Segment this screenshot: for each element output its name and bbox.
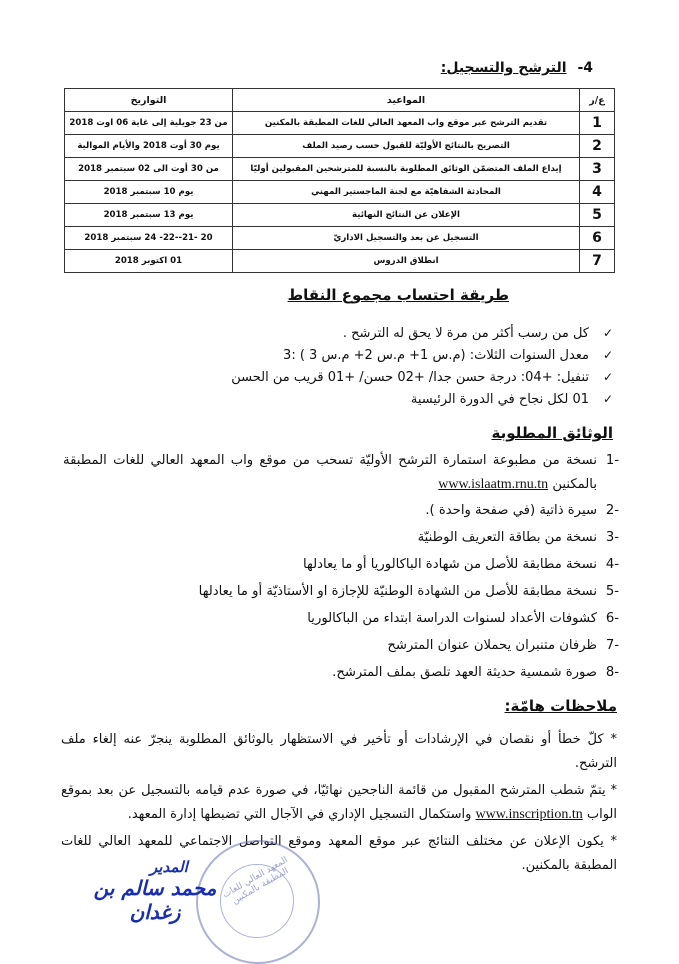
- row-number: 7: [580, 250, 615, 273]
- table-row: [65, 135, 615, 158]
- criterion-text: 01 لكل نجاح في الدورة الرئيسية: [410, 392, 589, 407]
- points-criteria-list: [93, 322, 613, 410]
- table-header-row: [65, 89, 615, 112]
- row-event: التصريح بالنتائج الأوليّة للقبول حسب رصيد الملف: [233, 135, 580, 158]
- list-item: [63, 659, 619, 686]
- row-date: 20 -21--22- 24 سبتمبر 2018: [65, 227, 233, 250]
- item-number: -2: [605, 503, 619, 518]
- col-header-date: التواريخ: [65, 89, 233, 112]
- table-row: [65, 204, 615, 227]
- item-text: نسخة من مطبوعة استمارة الترشح الأوليّة تسحب من موقع واب المعهد العالي للغات المطبقة بالمكنين: [63, 453, 597, 492]
- row-date: من 30 أوت الى 02 سبتمبر 2018: [65, 158, 233, 181]
- section-number: 4-: [577, 60, 593, 76]
- criterion-text: تنفيل: +04: درجة حسن جدا/ +02 حسن/ +01 قريب من الحسن: [231, 370, 589, 385]
- row-date: يوم 30 أوت 2018 والأيام الموالية: [65, 135, 233, 158]
- row-date: يوم 13 سبتمبر 2018: [65, 204, 233, 227]
- important-notes-heading: ملاحظات هامّة:: [504, 697, 617, 715]
- note-1: * كلّ خطأ أو نقصان في الإرشادات أو تأخير في الاستظهار بالوثائق المطلوبة ينجرّ عنه إلغاء ملف الترشح.: [61, 732, 617, 771]
- stamp-text: المعهد العالي للغات المطبقة بالمكنين: [221, 855, 291, 907]
- required-documents-list: [63, 449, 619, 686]
- criterion-text: معدل السنوات الثلاث: (م.س 1+ م.س 2+ م.س 3 ) :3: [283, 348, 589, 363]
- row-number: 1: [580, 112, 615, 135]
- item-text: نسخة مطابقة للأصل من الشهادة الوطنيّة للإجازة او الأستاذيّة أو ما يعادلها: [198, 584, 597, 599]
- table-row: [65, 112, 615, 135]
- list-item: [63, 632, 619, 659]
- item-text: ظرفان متنبران يحملان عنوان المترشح: [387, 638, 597, 653]
- row-date: يوم 10 سبتمبر 2018: [65, 181, 233, 204]
- item-text: كشوفات الأعداد لسنوات الدراسة ابتداء من الباكالوريا: [307, 611, 597, 626]
- note-2-text-b: واستكمال التسجيل الإداري في الآجال التي تضبطها إدارة المعهد.: [127, 807, 472, 822]
- row-number: 6: [580, 227, 615, 250]
- row-event: انطلاق الدروس: [233, 250, 580, 273]
- check-icon: ✓: [602, 392, 613, 406]
- row-event: التسجيل عن بعد والتسجيل الاداريّ: [233, 227, 580, 250]
- check-icon: ✓: [602, 326, 613, 340]
- check-icon: ✓: [602, 348, 613, 362]
- check-icon: ✓: [602, 370, 613, 384]
- schedule-table: [64, 88, 615, 273]
- table-row: [65, 227, 615, 250]
- row-number: 2: [580, 135, 615, 158]
- list-item: [93, 322, 613, 344]
- points-calculation-heading: طريقة احتساب مجموع النقاط: [287, 286, 509, 304]
- inscription-website-link[interactable]: www.inscription.tn: [475, 807, 583, 822]
- required-documents-heading: الوثائق المطلوبة: [491, 424, 613, 442]
- table-row: [65, 181, 615, 204]
- row-event: إيداع الملف المتضمّن الوثائق المطلوبة بالنسبة للمترشحين المقبولين أوليّا: [233, 158, 580, 181]
- list-item: [63, 578, 619, 605]
- row-date: من 23 جويلية إلى غاية 06 اوت 2018: [65, 112, 233, 135]
- list-item: [63, 551, 619, 578]
- item-number: -3: [605, 530, 619, 545]
- director-signature: [70, 858, 240, 924]
- item-text: نسخة من بطاقة التعريف الوطنيّة: [417, 530, 597, 545]
- col-header-event: المواعيد: [233, 89, 580, 112]
- row-event: تقديم الترشح عبر موقع واب المعهد العالي للغات المطبقة بالمكنين: [233, 112, 580, 135]
- note-3: * يكون الإعلان عن مختلف النتائج عبر موقع المعهد وموقع التواصل الاجتماعي للمعهد العالي للغات المطبقة بالمكنين.: [61, 834, 617, 873]
- item-number: -6: [605, 611, 619, 626]
- list-item: [93, 388, 613, 410]
- list-item: [63, 449, 619, 497]
- signature-title: المدير: [150, 858, 188, 876]
- row-event: الإعلان عن النتائج النهائية: [233, 204, 580, 227]
- item-number: -4: [605, 557, 619, 572]
- list-item: [63, 524, 619, 551]
- col-header-number: ع/ر: [580, 89, 615, 112]
- item-text: نسخة مطابقة للأصل من شهادة الباكالوريا أو ما يعادلها: [303, 557, 597, 572]
- item-text: صورة شمسية حديثة العهد تلصق بملف المترشح.: [332, 665, 597, 680]
- row-number: 5: [580, 204, 615, 227]
- note-2-text-a: * يتمّ شطب المترشح المقبول من قائمة الناجحين نهائيّا، في صورة عدم قيامه بالتسجيل عن بعد بموقع الواب: [61, 783, 617, 822]
- item-text: سيرة ذاتية (في صفحة واحدة ).: [425, 503, 597, 518]
- list-item: [93, 344, 613, 366]
- criterion-text: كل من رسب أكثر من مرة لا يحق له الترشح .: [342, 326, 589, 341]
- section-4-heading: [441, 60, 593, 76]
- row-event: المحادثة الشفاهيّة مع لجنة الماجستير المهني: [233, 181, 580, 204]
- table-row: [65, 250, 615, 273]
- table-row: [65, 158, 615, 181]
- institute-website-link[interactable]: www.islaatm.rnu.tn: [438, 477, 549, 492]
- row-date: 01 اكتوبر 2018: [65, 250, 233, 273]
- list-item: [63, 497, 619, 524]
- item-number: -8: [605, 665, 619, 680]
- row-number: 4: [580, 181, 615, 204]
- list-item: [93, 366, 613, 388]
- signature-name: محمد سالم بن زغدان: [93, 876, 217, 924]
- item-number: -1: [605, 453, 619, 468]
- list-item: [63, 605, 619, 632]
- note-2: [61, 779, 617, 827]
- item-number: -5: [605, 584, 619, 599]
- item-number: -7: [605, 638, 619, 653]
- row-number: 3: [580, 158, 615, 181]
- section-title: الترشح والتسجيل:: [440, 60, 567, 76]
